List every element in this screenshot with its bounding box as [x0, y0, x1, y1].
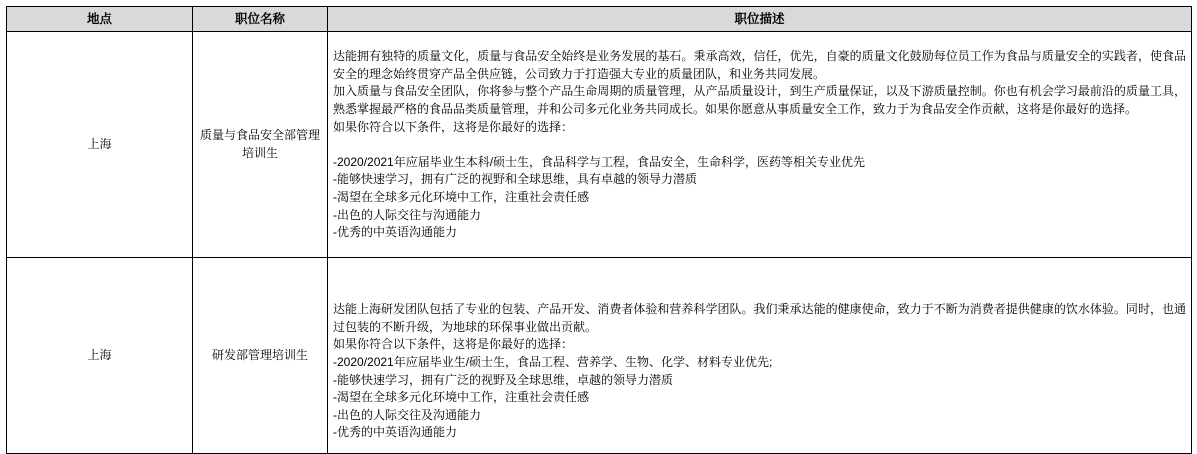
description-line: -出色的人际交往及沟通能力 [333, 407, 481, 422]
description-line: -出色的人际交往与沟通能力 [333, 207, 481, 222]
description-line-blank [333, 136, 1186, 154]
description-line: 达能拥有独特的质量文化，质量与食品安全始终是业务发展的基石。秉承高效，信任，优先，自豪的质量文化鼓励每位员工作为食品与质量安全的实践者，使食品安全的理念始终贯穿产品全供应链，公司致力于打造强大专业的质量团队，和业务共同发展。 [333, 49, 1186, 81]
description-line: 加入质量与食品安全团队，你将参与整个产品生命周期的质量管理，从产品质量设计，到生产质量保证，以及下游质量控制。你也有机会学习最前沿的质量工具，熟悉掌握最严格的食品品类质量管理，并和公司多元化业务共同成长。如果你愿意从事质量安全工作，致力于为食品安全作贡献，这将是你最好的选择。 [333, 84, 1186, 117]
description-body [333, 48, 1186, 242]
description-line: -能够快速学习，拥有广泛的视野及全球思维，卓越的领导力潜质 [333, 372, 673, 387]
description-line: 如果你符合以下条件，这将是你最好的选择： [333, 119, 574, 134]
description-line: -优秀的中英语沟通能力 [333, 225, 457, 240]
description-line: -2020/2021年应届毕业生本科/硕士生，食品科学与工程，食品安全，生命科学，医药等相关专业优先 [333, 154, 866, 169]
column-header-description: 职位描述 [328, 7, 1192, 32]
table-header-row [7, 7, 1192, 32]
cell-location: 上海 [7, 258, 193, 454]
table-row [7, 32, 1192, 258]
description-body [333, 301, 1186, 442]
cell-job-description [328, 32, 1192, 258]
description-line: -渴望在全球多元化环境中工作，注重社会责任感 [333, 390, 589, 405]
description-line: 达能上海研发团队包括了专业的包装、产品开发、消费者体验和营养科学团队。我们秉承达能的健康使命，致力于不断为消费者提供健康的饮水体验。同时，也通过包装的不断升级，为地球的环保事业做出贡献。 [333, 302, 1186, 334]
cell-location: 上海 [7, 32, 193, 258]
column-header-title: 职位名称 [193, 7, 328, 32]
table-row [7, 258, 1192, 454]
description-line: -渴望在全球多元化环境中工作，注重社会责任感 [333, 189, 589, 204]
description-line: -2020/2021年应届毕业生/硕士生，食品工程、营养学、生物、化学、材料专业优先; [333, 354, 773, 369]
cell-job-title: 研发部管理培训生 [193, 258, 328, 454]
cell-job-description [328, 258, 1192, 454]
description-line: -能够快速学习，拥有广泛的视野和全球思维，具有卓越的领导力潜质 [333, 172, 697, 187]
job-listing-table [6, 6, 1192, 454]
description-line: 如果你符合以下条件，这将是你最好的选择： [333, 337, 574, 352]
column-header-location: 地点 [7, 7, 193, 32]
cell-job-title: 质量与食品安全部管理培训生 [193, 32, 328, 258]
description-line: -优秀的中英语沟通能力 [333, 425, 457, 440]
